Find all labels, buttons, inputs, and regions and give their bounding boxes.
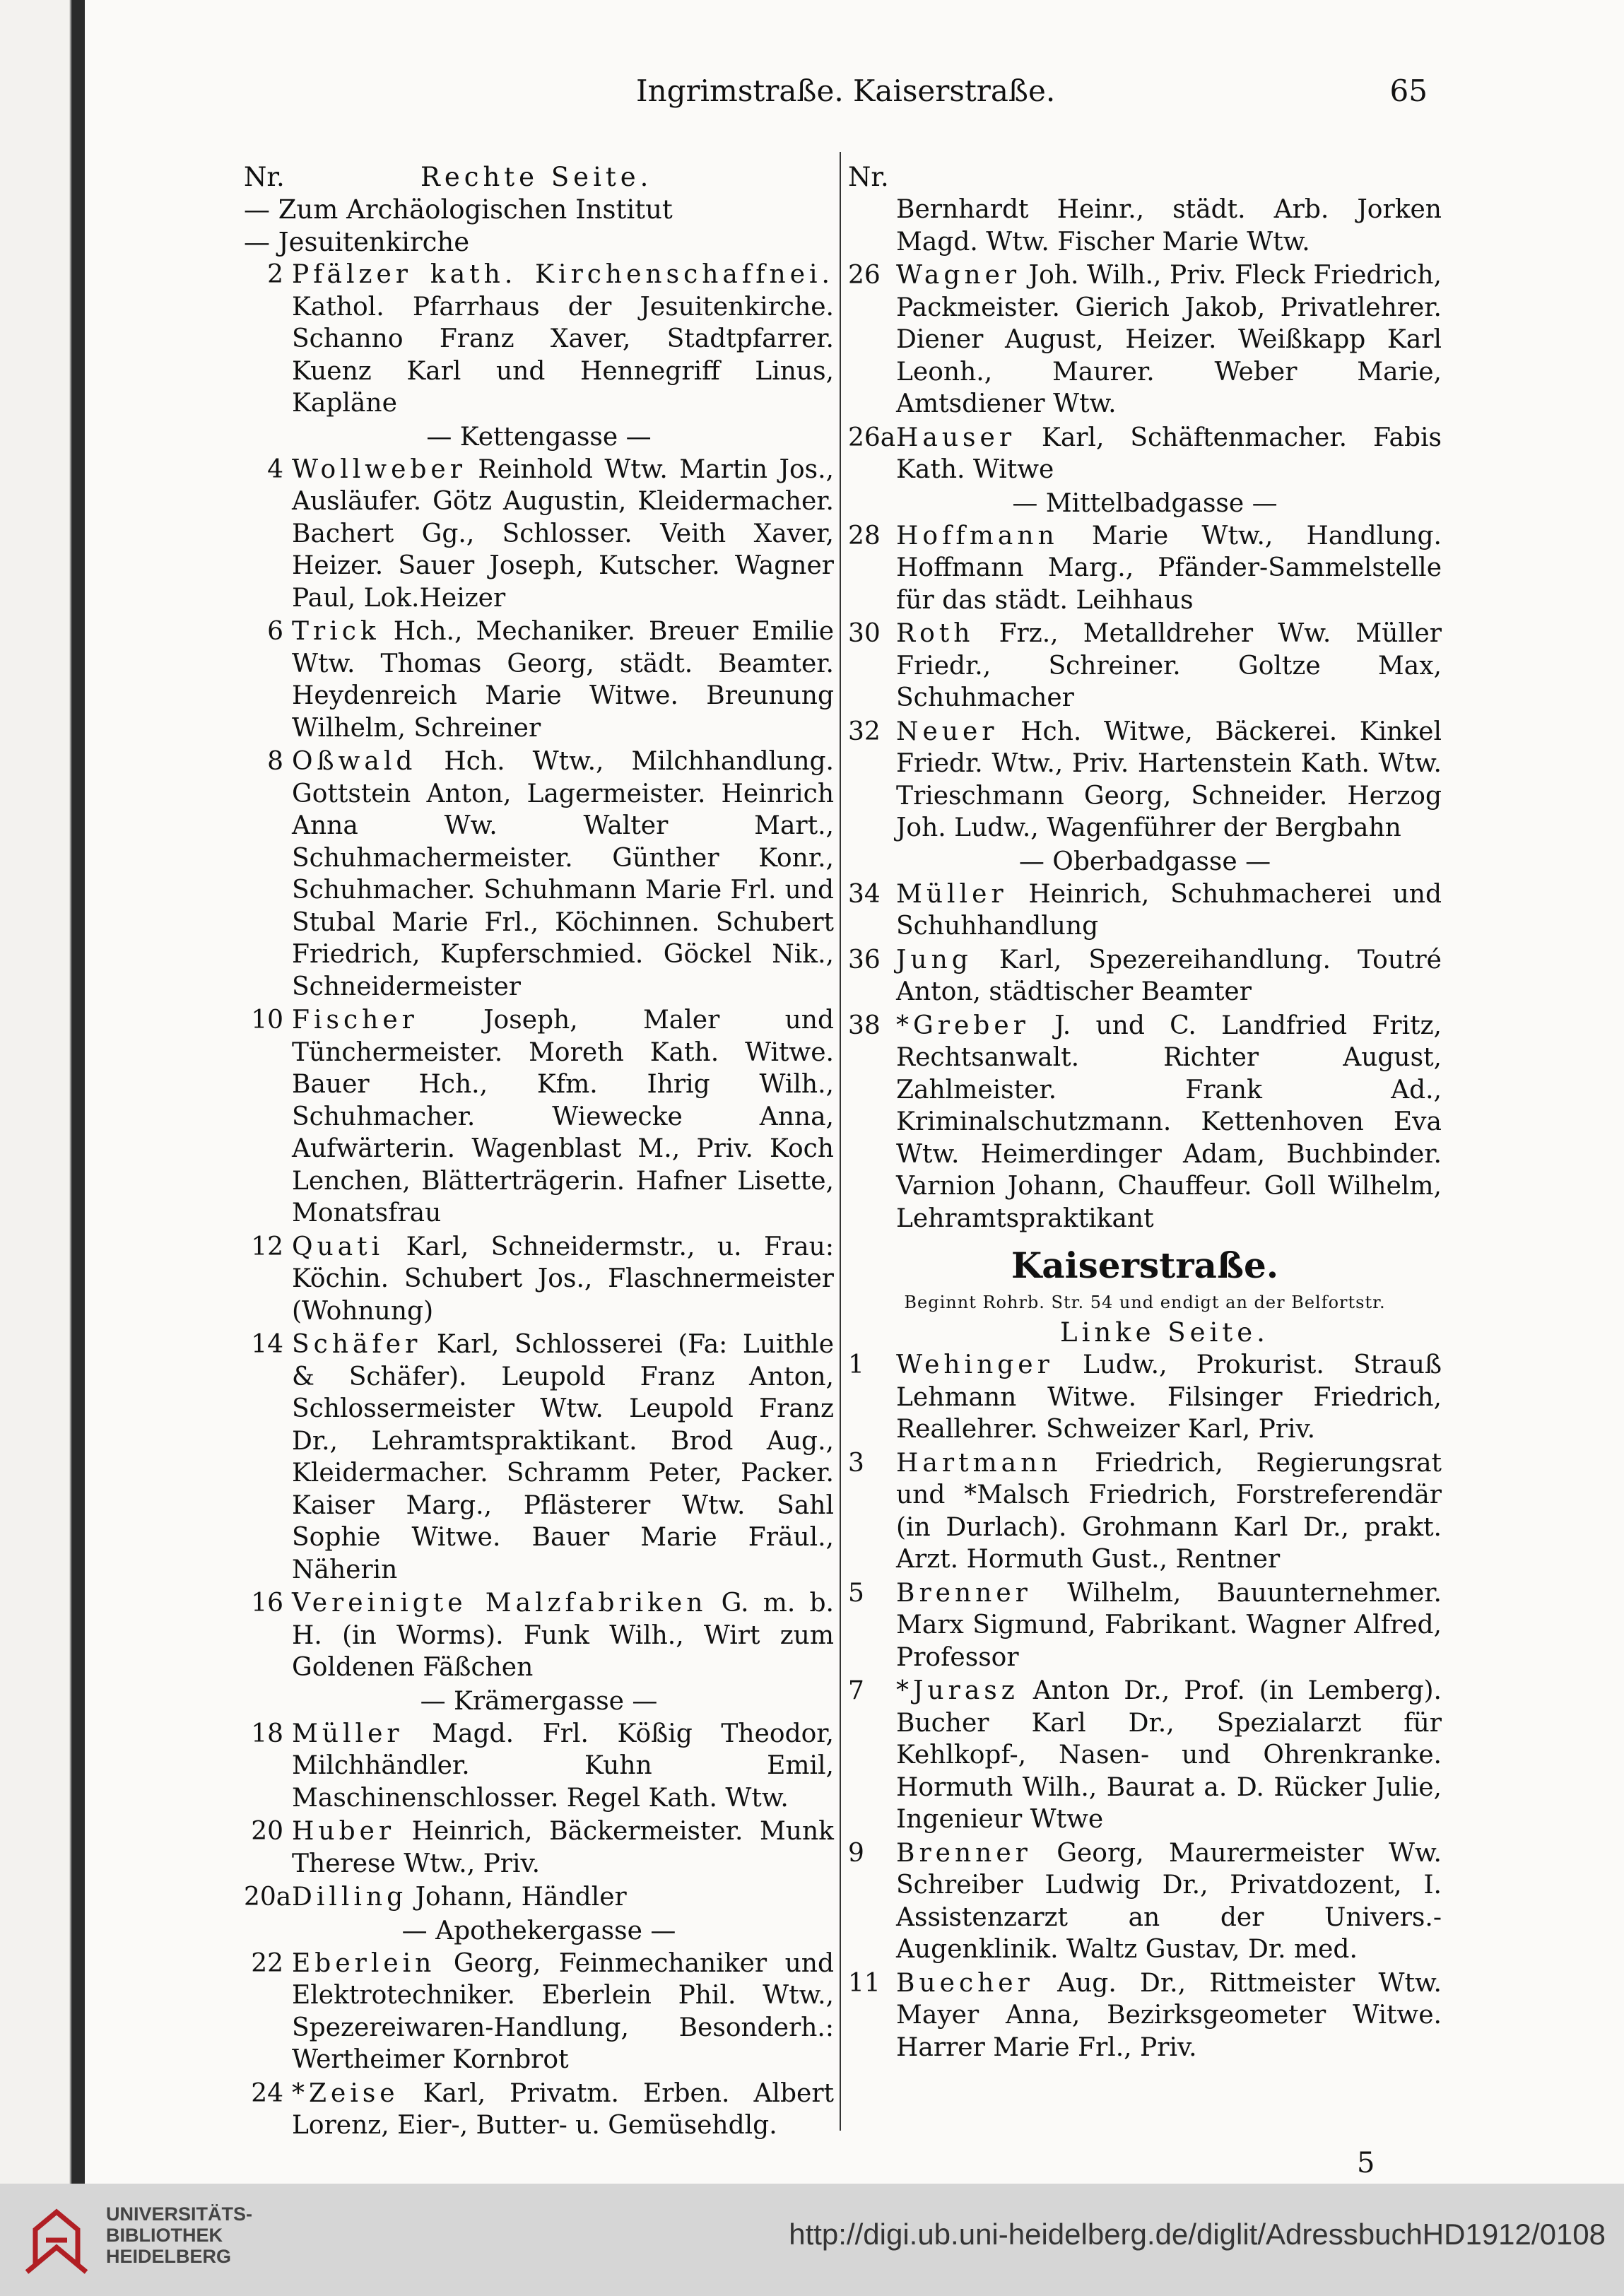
library-logo-icon <box>21 2198 92 2279</box>
house-number: 32 <box>848 717 881 746</box>
resident-name: Jung <box>896 945 972 975</box>
resident-name: Dilling <box>292 1883 408 1912</box>
resident-name: *Zeise <box>292 2078 399 2108</box>
directory-entry <box>848 1967 1442 2064</box>
column-header <box>848 161 1442 194</box>
entry-text: Magd. Frl. Kößig Theodor, Milchhändler. Kuhn Emil, Maschinenschlosser. Regel Kath. Wtw. <box>292 1719 834 1813</box>
street-section-note: Beginnt Rohrb. Str. 54 und endigt an der Belfortstr. <box>904 1293 1386 1312</box>
entry-text: Friedrich, Regierungsrat und *Malsch Friedrich, Forstreferendär (in Durlach). Grohmann Karl Dr., prakt. Arzt. Hormuth Gust., Rentner <box>896 1448 1442 1574</box>
house-number: 18 <box>251 1719 283 1748</box>
house-number: 16 <box>251 1589 283 1618</box>
directory-entry <box>848 1837 1442 1966</box>
entry-text: Hch. Witwe, Bäckerei. Kinkel Friedr. Wtw., Priv. Hartenstein Kath. Wtw. Trieschmann Georg, Schneider. Herzog Joh. Ludw., Wagenführer der Bergbahn <box>896 717 1442 842</box>
house-number: 24 <box>251 2078 283 2108</box>
resident-name: Brenner <box>896 1578 1032 1608</box>
entry-list <box>244 1718 834 1914</box>
entry-list <box>848 194 1442 486</box>
entry-text: Georg, Feinmechaniker und Elektrotechniker. Eberlein Phil. Wtw., Spezereiwaren-Handlung, Besonderh.: Wertheimer Kornbrot <box>292 1948 834 2074</box>
directory-entry <box>848 716 1442 844</box>
side-label: Rechte Seite. <box>420 162 653 192</box>
directory-entry <box>244 2078 834 2142</box>
resident-name: Wollweber <box>292 454 466 484</box>
resident-name: Eberlein <box>292 1948 436 1978</box>
entry-text: Anton Dr., Prof. (in Lemberg). Bucher Karl Dr., Spezialarzt für Kehlkopf-, Nasen- und Ohrenkranke. Hormuth Wilh., Baurat a. D. Rücker Julie, Ingenieur Wtwe <box>896 1676 1442 1834</box>
logo-line: UNIVERSITÄTS- <box>106 2203 253 2225</box>
directory-entry <box>244 1004 834 1230</box>
directory-entry <box>244 616 834 744</box>
resident-name: Brenner <box>896 1838 1032 1868</box>
entry-text: Bernhardt Heinr., städt. Arb. Jorken Magd. Wtw. Fischer Marie Wtw. <box>896 195 1442 257</box>
resident-name: Schäfer <box>292 1330 422 1359</box>
entry-text: Karl, Schlosserei (Fa: Luithle & Schäfer). Leupold Franz Anton, Schlossermeister Wtw. Leupold Franz Dr., Lehramtspraktikant. Brod Aug., Kleidermacher. Schramm Peter, Packer. Kaiser Marg., Pflästerer Wtw. Sahl Sophie Witwe. Bauer Marie Fräul., Näherin <box>292 1330 834 1584</box>
resident-name: Roth <box>896 619 975 648</box>
entry-text: Hch., Mechaniker. Breuer Emilie Wtw. Thomas Georg, städt. Beamter. Heydenreich Marie Witwe. Breunung Wilhelm, Schreiner <box>292 617 834 743</box>
entry-text: Karl, Privatm. Erben. Albert Lorenz, Eier-, Butter- u. Gemüsehdlg. <box>292 2078 834 2140</box>
entry-list <box>244 259 834 420</box>
house-number: 10 <box>251 1006 283 1035</box>
directory-entry <box>848 1675 1442 1836</box>
resident-name: Oßwald <box>292 747 417 776</box>
column-divider <box>840 152 841 2131</box>
directory-entry <box>244 1948 834 2076</box>
entry-text: Frz., Metalldreher Ww. Müller Friedr., Schreiner. Goltze Max, Schuhmacher <box>896 619 1442 712</box>
directory-entry <box>848 1447 1442 1576</box>
house-number: 34 <box>848 879 881 909</box>
resident-name: Vereinigte Malzfabriken <box>292 1589 707 1618</box>
entry-text: Heinrich, Bäckermeister. Munk Therese Wtw., Priv. <box>292 1817 834 1878</box>
entry-list <box>848 878 1442 1235</box>
directory-entry <box>848 422 1442 486</box>
resident-name: Pfälzer kath. Kirchenschaffnei. <box>292 260 834 289</box>
house-number: 8 <box>267 747 283 776</box>
resident-name: Trick <box>292 617 380 646</box>
house-number: 26 <box>848 261 881 290</box>
resident-name: Wehinger <box>896 1350 1054 1379</box>
directory-entry <box>244 746 834 1003</box>
directory-entry <box>848 1010 1442 1235</box>
directory-entry <box>244 1329 834 1586</box>
resident-name: Hoffmann <box>896 521 1059 551</box>
entry-text: G. m. b. H. (in Worms). Funk Wilh., Wirt zum Goldenen Fäßchen <box>292 1589 834 1682</box>
directory-entry <box>848 1577 1442 1674</box>
directory-entry <box>244 1718 834 1815</box>
house-number: 4 <box>267 454 283 484</box>
entry-list <box>244 1948 834 2142</box>
house-number: 20a <box>244 1883 292 1912</box>
resident-name: Hartmann <box>896 1448 1062 1478</box>
house-number: 11 <box>848 1968 881 1998</box>
cross-street: — Kettengasse — <box>426 422 652 452</box>
entry-text: Hch. Wtw., Milchhandlung. Gottstein Anton, Lagermeister. Heinrich Anna Ww. Walter Mart., Schuhmachermeister. Günther Konr., Schuhmacher. Schuhmann Marie Frl. und Stubal Marie Frl., Köchinnen. Schubert Friedrich, Kupferschmied. Göckel Nik., Schneidermeister <box>292 747 834 1001</box>
column-header <box>848 1317 1442 1349</box>
side-label: Linke Seite. <box>1060 1317 1269 1348</box>
entry-text: Heinrich, Schuhmacherei und Schuhhandlung <box>896 879 1442 941</box>
entry-text: Wilhelm, Bauunternehmer. Marx Sigmund, Fabrikant. Wagner Alfred, Professor <box>896 1578 1442 1672</box>
directory-entry <box>848 1349 1442 1446</box>
right-column <box>848 161 1442 2065</box>
entry-text: Marie Wtw., Handlung. Hoffmann Marg., Pfänder-Sammelstelle für das städt. Leihhaus <box>896 521 1442 615</box>
entry-text: Reinhold Wtw. Martin Jos., Ausläufer. Götz Augustin, Kleidermacher. Bachert Gg., Schlosser. Veith Xaver, Heizer. Sauer Joseph, Kutscher. Wagner Paul, Lok.Heizer <box>292 454 834 613</box>
page-number: 65 <box>1389 73 1428 108</box>
entry-text: Aug. Dr., Rittmeister Wtw. Mayer Anna, Bezirksgeometer Witwe. Harrer Marie Frl., Priv. <box>896 1968 1442 2062</box>
entry-text: Johann, Händler <box>407 1883 627 1912</box>
library-logo-text <box>106 2203 252 2267</box>
logo-line: HEIDELBERG <box>106 2246 232 2267</box>
house-number: 28 <box>848 521 881 551</box>
house-number: 9 <box>848 1838 864 1868</box>
house-number: 12 <box>251 1232 283 1261</box>
resident-name: *Greber <box>896 1011 1030 1040</box>
list-item: — Zum Archäologischen Institut <box>244 194 673 225</box>
library-footer-bar <box>0 2184 1624 2296</box>
resident-name: Müller <box>896 879 1008 909</box>
entry-text: Ludw., Prokurist. Strauß Lehmann Witwe. Filsinger Friedrich, Reallehrer. Schweizer Karl, Priv. <box>896 1350 1442 1444</box>
house-number: 38 <box>848 1011 881 1040</box>
resident-name: Müller <box>292 1719 404 1748</box>
list-item: — Jesuitenkirche <box>244 227 470 257</box>
column-header <box>244 161 834 194</box>
entry-list <box>848 520 1442 844</box>
house-number: 14 <box>251 1330 283 1359</box>
cross-street: — Oberbadgasse — <box>1018 847 1271 876</box>
directory-entry <box>244 259 834 420</box>
directory-entry <box>244 1231 834 1328</box>
house-number: 7 <box>848 1676 864 1705</box>
house-number: 5 <box>848 1578 864 1608</box>
page-header <box>636 73 1428 123</box>
entry-text: Joh. Wilh., Priv. Fleck Friedrich, Packmeister. Gierich Jakob, Privatlehrer. Diener August, Heizer. Weißkapp Karl Leonh., Maurer. Weber Marie, Amtsdiener Wtw. <box>896 261 1442 418</box>
logo-line: BIBLIOTHEK <box>106 2225 223 2246</box>
resident-name: Huber <box>292 1817 396 1846</box>
entry-text: J. und C. Landfried Fritz, Rechtsanwalt. Richter August, Zahlmeister. Frank Ad., Kriminalschutzmann. Kettenhoven Eva Wtw. Heimerdinger Adam, Buchbinder. Varnion Johann, Chauffeur. Goll Wilhelm, Lehramtspraktikant <box>896 1011 1442 1233</box>
house-number: 36 <box>848 945 881 975</box>
house-number: 20 <box>251 1817 283 1846</box>
resident-name: Hauser <box>896 423 1016 452</box>
resident-name: Neuer <box>896 717 999 746</box>
entry-list <box>848 1349 1442 2064</box>
directory-entry <box>848 520 1442 617</box>
cross-street: — Mittelbadgasse — <box>1012 488 1278 518</box>
directory-entry <box>848 878 1442 943</box>
house-number: 3 <box>848 1448 864 1478</box>
house-number: 30 <box>848 619 881 648</box>
cross-street: — Apothekergasse — <box>401 1916 676 1945</box>
directory-entry <box>848 259 1442 420</box>
nr-label: Nr. <box>848 162 889 192</box>
entry-text: Karl, Spezereihandlung. Toutré Anton, städtischer Beamter <box>896 945 1442 1006</box>
directory-entry <box>244 1815 834 1880</box>
running-title: Ingrimstraße. Kaiserstraße. <box>636 73 1056 108</box>
entry-text: Joseph, Maler und Tünchermeister. Moreth Kath. Witwe. Bauer Hch., Kfm. Ihrig Wilh., Schuhmacher. Wiewecke Anna, Aufwärterin. Wagenblast M., Priv. Koch Lenchen, Blätterträgerin. Hafner Lisette, Monatsfrau <box>292 1006 834 1228</box>
source-url-link[interactable]: http://digi.ub.uni-heidelberg.de/diglit/AdressbuchHD1912/0108 <box>789 2218 1606 2251</box>
house-number: 22 <box>251 1948 283 1978</box>
directory-entry <box>848 194 1442 258</box>
entry-text: Kathol. Pfarrhaus der Jesuitenkirche. Schanno Franz Xaver, Stadtpfarrer. Kuenz Karl und Hennegriff Linus, Kapläne <box>292 292 834 418</box>
signature-mark: 5 <box>1357 2147 1375 2179</box>
resident-name: Fischer <box>292 1006 418 1035</box>
nr-label: Nr. <box>244 162 285 192</box>
directory-entry <box>244 454 834 615</box>
book-binding-edge <box>0 0 85 2184</box>
entry-list <box>244 454 834 1684</box>
directory-entry <box>848 944 1442 1008</box>
house-number: 26a <box>848 423 896 452</box>
house-number: 1 <box>848 1350 864 1379</box>
cross-street: — Krämergasse — <box>420 1686 658 1716</box>
resident-name: *Jurasz <box>896 1676 1019 1705</box>
entry-text: Karl, Schneidermstr., u. Frau: Köchin. Schubert Jos., Flaschnermeister (Wohnung) <box>292 1232 834 1326</box>
house-number: 6 <box>267 617 283 646</box>
house-number: 2 <box>267 260 283 289</box>
resident-name: Quati <box>292 1232 384 1261</box>
directory-entry <box>848 618 1442 714</box>
entry-text: Karl, Schäftenmacher. Fabis Kath. Witwe <box>896 423 1442 484</box>
directory-entry <box>244 1587 834 1684</box>
entry-text: Georg, Maurermeister Ww. Schreiber Ludwig Dr., Privatdozent, I. Assistenzarzt an der Univers.-Augenklinik. Waltz Gustav, Dr. med. <box>896 1838 1442 1964</box>
resident-name: Buecher <box>896 1968 1034 1998</box>
directory-entry <box>244 1881 834 1914</box>
left-column <box>244 161 834 2143</box>
resident-name: Wagner <box>896 261 1021 290</box>
street-section-title: Kaiserstraße. <box>1011 1244 1279 1286</box>
